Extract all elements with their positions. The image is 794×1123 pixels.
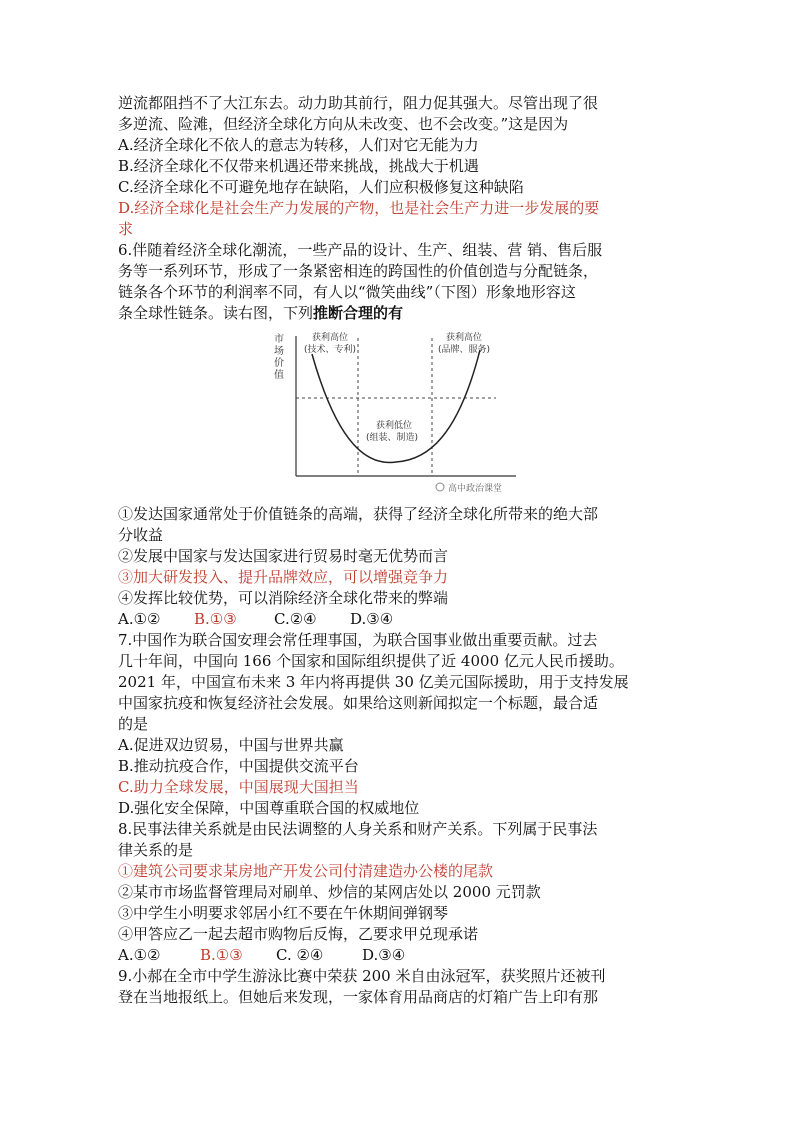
question-6-emphasis: 推断合理的有 bbox=[313, 304, 404, 322]
option-6d: D.③④ bbox=[350, 610, 394, 628]
options-8 bbox=[118, 945, 678, 966]
watermark-icon bbox=[436, 483, 444, 491]
y-label-2: 场 bbox=[274, 346, 284, 357]
statement-1: ①发达国家通常处于价值链条的高端，获得了经济全球化所带来的绝大部 bbox=[118, 505, 599, 523]
smile-curve-figure bbox=[118, 326, 678, 500]
smile-curve-diagram bbox=[268, 326, 528, 498]
question-6-text-part: 条全球性链条。读右图，下列 bbox=[118, 304, 314, 322]
y-label-4: 值 bbox=[274, 370, 284, 381]
text-line: 多逆流、险滩，但经济全球化方向从未改变、也不会改变。”这是因为 bbox=[118, 115, 569, 133]
watermark-text: 高中政治课堂 bbox=[448, 484, 503, 494]
option-7b: B.推动抗疫合作，中国提供交流平台 bbox=[118, 757, 359, 775]
smile-curve bbox=[312, 350, 480, 462]
statement-8-2: ②某市市场监督管理局对刷单、炒信的某网店处以 2000 元罚款 bbox=[118, 883, 541, 901]
question-6-text bbox=[118, 303, 678, 324]
question-6-text: 链条各个环节的利润率不同，有人以“微笑曲线”（下图）形象地形容这 bbox=[118, 283, 576, 301]
option-d-answer-cont: 求 bbox=[118, 220, 134, 238]
document-page bbox=[118, 93, 678, 1008]
options-6 bbox=[118, 609, 678, 630]
statement-8-3: ③中学生小明要求邻居小红不要在午休期间弹钢琴 bbox=[118, 904, 449, 922]
option-8a: A.①② bbox=[118, 946, 161, 964]
statement-2: ②发展中国家与发达国家进行贸易时毫无优势而言 bbox=[118, 547, 449, 565]
option-b: B.经济全球化不仅带来机遇还带来挑战，挑战大于机遇 bbox=[118, 157, 479, 175]
option-6c: C.②④ bbox=[274, 610, 317, 628]
text-line: 逆流都阻挡不了大江东去。动力助其前行，阻力促其强大。尽管出现了很 bbox=[118, 94, 599, 112]
option-8b-answer: B.①③ bbox=[200, 946, 243, 964]
question-7: 7.中国作为联合国安理会常任理事国，为联合国事业做出重要贡献。过去 bbox=[118, 631, 598, 649]
option-c: C.经济全球化不可避免地存在缺陷，人们应积极修复这种缺陷 bbox=[118, 178, 524, 196]
question-6: 6.伴随着经济全球化潮流，一些产品的设计、生产、组装、营 销、售后服 bbox=[118, 241, 603, 259]
question-6-text: 务等一系列环节，形成了一条紧密相连的跨国性的价值创造与分配链条， bbox=[118, 262, 599, 280]
question-9-text: 登在当地报纸上。但她后来发现，一家体育用品商店的灯箱广告上印有那 bbox=[118, 988, 599, 1006]
question-8: 8.民事法律关系就是由民法调整的人身关系和财产关系。下列属于民事法 bbox=[118, 820, 598, 838]
question-9: 9.小郝在全市中学生游泳比赛中荣获 200 米自由泳冠军，获奖照片还被刊 bbox=[118, 967, 606, 985]
bottom-label-title: 获利低位 bbox=[376, 421, 413, 431]
y-label-3: 价 bbox=[274, 358, 284, 369]
statement-8-1-answer: ①建筑公司要求某房地产开发公司付清建造办公楼的尾款 bbox=[118, 862, 494, 880]
option-8c: C. ②④ bbox=[276, 946, 324, 964]
statement-8-4: ④甲答应乙一起去超市购物后反悔，乙要求甲兑现承诺 bbox=[118, 925, 479, 943]
option-d-answer: D.经济全球化是社会生产力发展的产物，也是社会生产力进一步发展的要 bbox=[118, 199, 600, 217]
bottom-label-sub: (组装、制造) bbox=[366, 433, 419, 443]
right-label-title: 获利高位 bbox=[446, 333, 483, 343]
option-7d: D.强化安全保障，中国尊重联合国的权威地位 bbox=[118, 799, 420, 817]
question-7-text: 中国家抗疫和恢复经济社会发展。如果给这则新闻拟定一个标题，最合适 bbox=[118, 694, 599, 712]
question-7-text: 2021 年，中国宣布未来 3 年内将再提供 30 亿美元国际援助，用于支持发展 bbox=[118, 673, 629, 691]
left-label-sub: (技术、专利) bbox=[304, 345, 357, 355]
option-7c-answer: C.助力全球发展，中国展现大国担当 bbox=[118, 778, 359, 796]
option-a: A.经济全球化不依人的意志为转移，人们对它无能为力 bbox=[118, 136, 479, 154]
option-6b-answer: B.①③ bbox=[194, 610, 237, 628]
statement-3-answer: ③加大研发投入、提升品牌效应，可以增强竞争力 bbox=[118, 568, 449, 586]
left-label-title: 获利高位 bbox=[312, 333, 349, 343]
statement-4: ④发挥比较优势，可以消除经济全球化带来的弊端 bbox=[118, 589, 449, 607]
option-6a: A.①② bbox=[118, 610, 161, 628]
question-7-text: 的是 bbox=[118, 715, 149, 733]
option-7a: A.促进双边贸易，中国与世界共赢 bbox=[118, 736, 344, 754]
statement-1-cont: 分收益 bbox=[118, 526, 164, 544]
question-7-text: 几十年间，中国向 166 个国家和国际组织提供了近 4000 亿元人民币援助。 bbox=[118, 652, 624, 670]
option-8d: D.③④ bbox=[362, 946, 406, 964]
question-8-text: 律关系的是 bbox=[118, 841, 194, 859]
right-label-sub: (品牌、服务) bbox=[438, 345, 491, 355]
y-label-1: 市 bbox=[274, 334, 284, 345]
